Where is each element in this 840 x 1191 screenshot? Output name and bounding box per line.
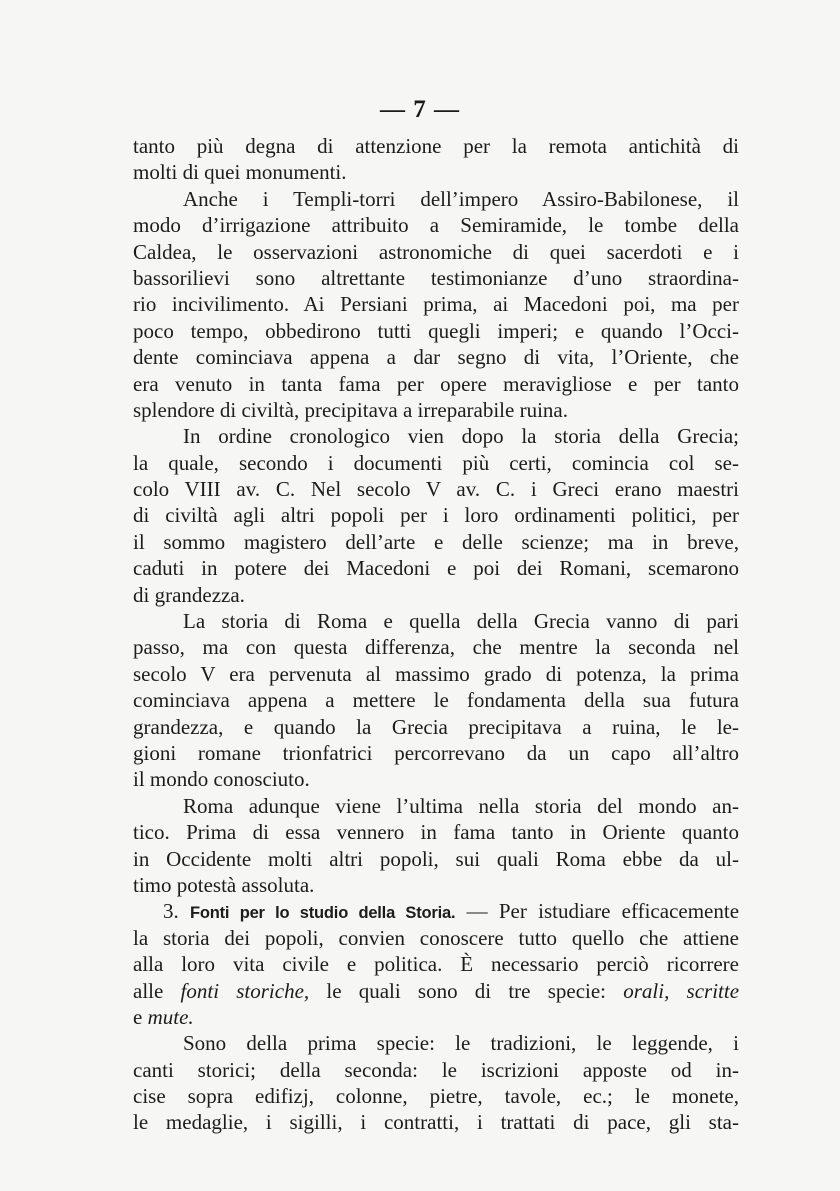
text-line	[133, 898, 739, 924]
paragraph	[133, 186, 739, 424]
term-mute: mute.	[147, 1004, 194, 1029]
text-fragment: e	[133, 1004, 143, 1029]
text-line: In ordine cronologico vien dopo la storia della Grecia;	[183, 424, 739, 449]
text-line: le medaglie, i sigilli, i contratti, i trattati di pace, gli sta-	[133, 1110, 739, 1135]
text-line: Sono della prima specie: le tradizioni, le leggende, i	[183, 1031, 739, 1056]
paragraph	[133, 608, 739, 793]
text-line: di civiltà agli altri popoli per i loro ordinamenti politici, per	[133, 503, 739, 528]
text-line: la quale, secondo i documenti più certi, comincia col se-	[133, 450, 739, 475]
text-line: rio incivilimento. Ai Persiani prima, ai Macedoni poi, ma per	[133, 292, 739, 317]
section-dash: —	[466, 899, 488, 924]
text-line: tanto più degna di attenzione per la remota antichità di	[133, 134, 739, 158]
term-scritte: scritte	[686, 978, 740, 1003]
paragraph	[133, 793, 739, 899]
paragraph	[133, 423, 739, 608]
text-line: poco tempo, obbedirono tutti quegli imperi; e quando l’Occi-	[133, 318, 739, 343]
text-line: il sommo magistero dell’arte e delle scienze; ma in breve,	[133, 529, 739, 554]
text-line: la storia dei popoli, convien conoscere tutto quello che attiene	[133, 925, 739, 950]
text-line: Roma adunque viene l’ultima nella storia del mondo an-	[183, 793, 739, 818]
text-line: splendore di civiltà, precipitava a irreparabile ruina.	[133, 397, 568, 422]
text-line: modo d’irrigazione attribuito a Semiramide, le tombe della	[133, 213, 739, 238]
text-fragment: alle	[133, 978, 164, 1003]
text-line: Caldea, le osservazioni astronomiche di quei sacerdoti e i	[133, 239, 739, 264]
section-number: 3.	[163, 899, 179, 924]
text-line: dente cominciava appena a dar segno di vita, l’Oriente, che	[133, 345, 739, 370]
section-heading: Fonti per lo studio della Storia.	[190, 904, 456, 923]
text-line: cominciava appena a mettere le fondamenta della sua futura	[133, 688, 739, 713]
text-line: alla loro vita civile e politica. È necessario perciò ricorrere	[133, 952, 739, 977]
text-line	[133, 1004, 739, 1030]
text-line: in Occidente molti altri popoli, sui quali Roma ebbe da ul-	[133, 846, 739, 871]
text-line: era venuto in tanta fama per opere meravigliose e per tanto	[133, 371, 739, 396]
page-number: — 7 —	[380, 96, 460, 123]
text-fragment: le quali sono di tre specie:	[326, 978, 607, 1003]
section-paragraph	[133, 898, 739, 1030]
text-line: cise sopra edifizj, colonne, pietre, tavole, ec.; le monete,	[133, 1084, 739, 1109]
body-text	[133, 133, 739, 1136]
paragraph	[133, 133, 739, 186]
text-line: il mondo conosciuto.	[133, 767, 310, 792]
section-first-line: Per istudiare efficacemente	[498, 899, 740, 924]
paragraph	[133, 1030, 739, 1136]
text-line: molti di quei monumenti.	[133, 160, 347, 185]
text-line: La storia di Roma e quella della Grecia vanno di pari	[183, 609, 739, 634]
text-line: Anche i Templi-torri dell’impero Assiro-Babilonese, il	[183, 186, 739, 211]
text-line	[133, 978, 739, 1004]
text-line: timo potestà assoluta.	[133, 872, 315, 897]
text-line: colo VIII av. C. Nel secolo V av. C. i Greci erano maestri	[133, 477, 739, 502]
term-fonti-storiche: fonti storiche,	[180, 978, 310, 1003]
text-line: passo, ma con questa differenza, che mentre la seconda nel	[133, 635, 739, 660]
text-line: canti storici; della seconda: le iscrizioni apposte od in-	[133, 1057, 739, 1082]
text-line: bassorilievi sono altrettante testimonianze d’uno straordina-	[133, 265, 739, 290]
text-line: tico. Prima di essa vennero in fama tanto in Oriente quanto	[133, 820, 739, 845]
text-line: gioni romane trionfatrici percorrevano da un capo all’altro	[133, 740, 739, 765]
text-line: di grandezza.	[133, 582, 245, 607]
text-line: caduti in potere dei Macedoni e poi dei Romani, scemarono	[133, 556, 739, 581]
text-line: grandezza, e quando la Grecia precipitava a ruina, le le-	[133, 714, 739, 739]
text-line: secolo V era pervenuta al massimo grado di potenza, la prima	[133, 661, 739, 686]
term-orali: orali,	[623, 978, 670, 1003]
